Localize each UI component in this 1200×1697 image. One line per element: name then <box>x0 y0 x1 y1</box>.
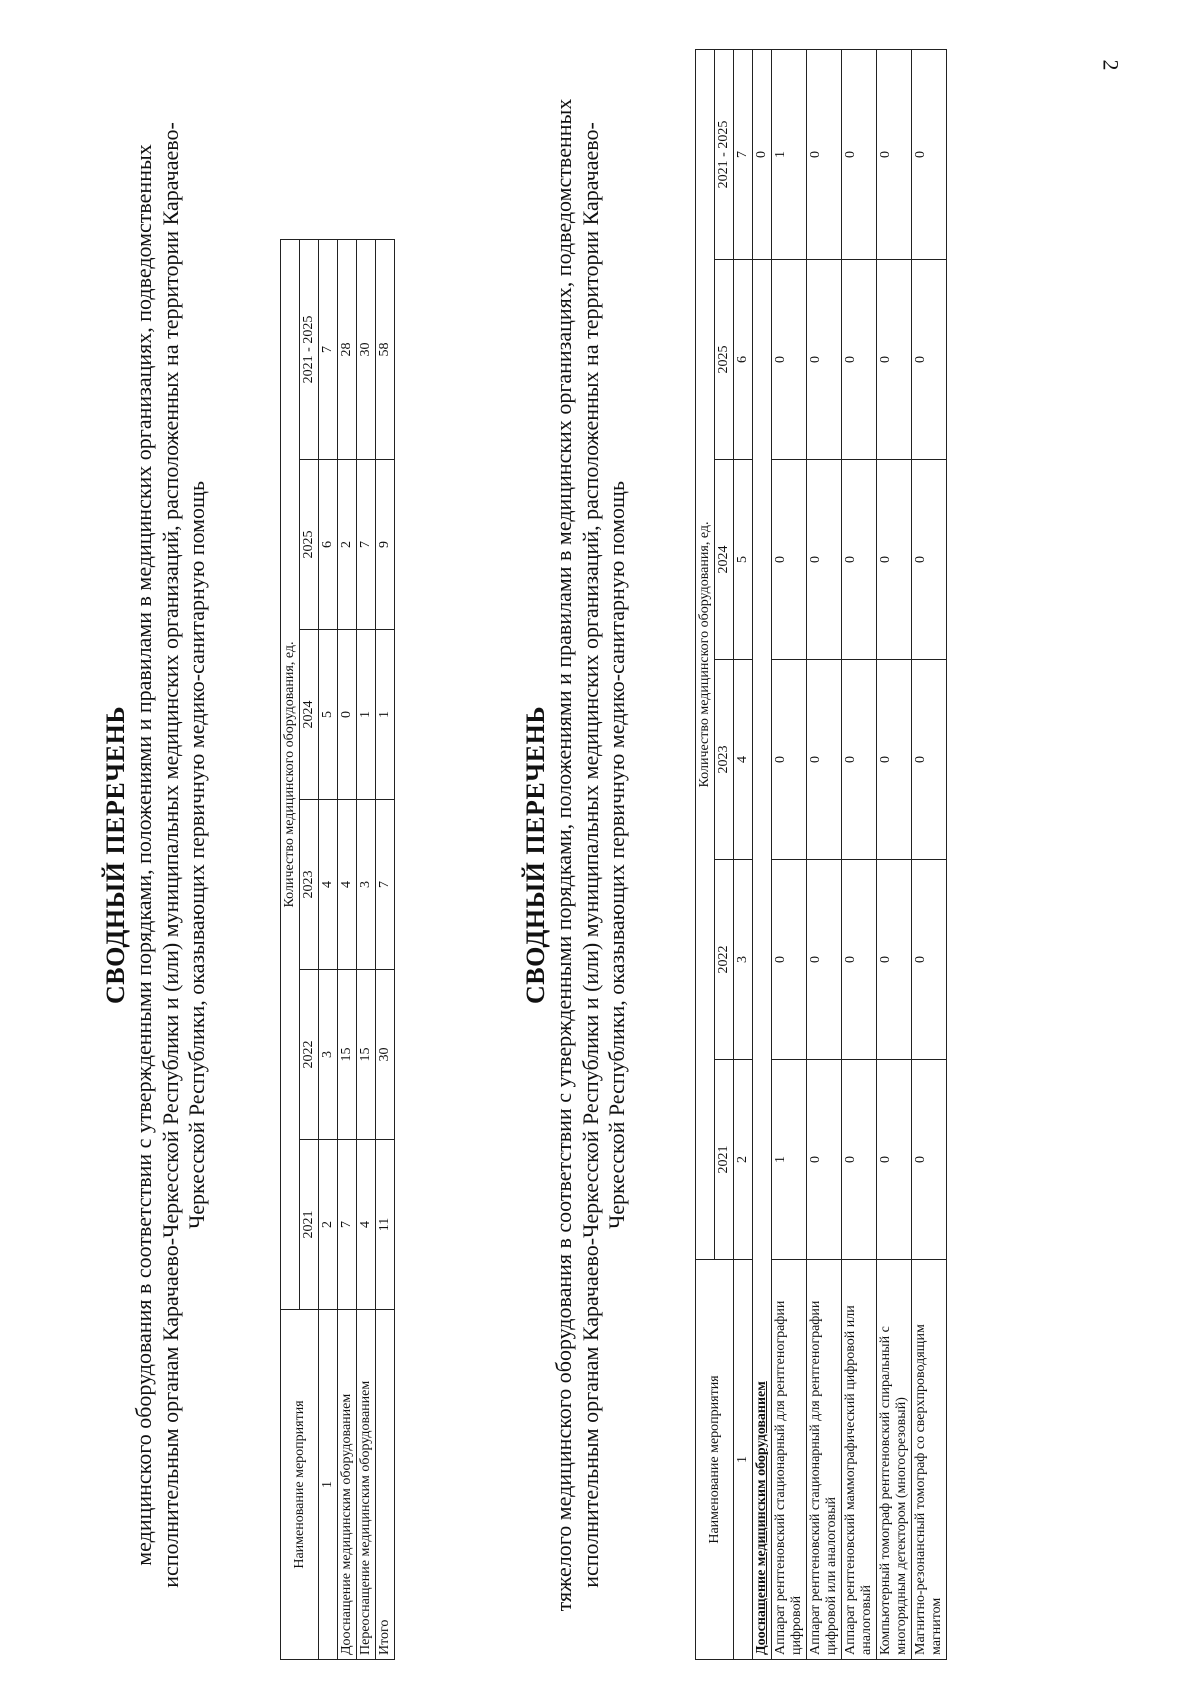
table-row <box>877 50 912 1660</box>
value-cell: 15 <box>338 970 357 1140</box>
index-cell: 5 <box>734 460 753 660</box>
index-cell: 4 <box>319 800 338 970</box>
value-cell: 0 <box>912 660 947 860</box>
index-cell: 1 <box>734 1260 753 1660</box>
year-header: 2021 - 2025 <box>300 240 319 460</box>
row-name: Итого <box>376 1310 395 1660</box>
table-row <box>357 240 376 1660</box>
index-cell: 2 <box>319 1140 338 1310</box>
row-name: Магнитно-резонансный томограф со сверхпроводящим магнитом <box>912 1260 947 1660</box>
year-header: 2023 <box>715 660 734 860</box>
year-header: 2025 <box>300 460 319 630</box>
value-cell: 4 <box>338 800 357 970</box>
value-cell: 30 <box>376 970 395 1140</box>
index-row <box>734 50 753 1660</box>
section1-subtitle: медицинского оборудования в соответствии с утвержденными порядками, положениями и правилами в медицинских организациях, подведомственных исполнительным органам Карачаево-Черкесской Республики и (или) муниципальных медицинских организаций, расположенных на территории Карачаево-Черкесской Республики, оказывающих первичную медико-санитарную помощь <box>131 122 209 1588</box>
value-cell: 0 <box>912 50 947 260</box>
value-cell: 0 <box>842 460 877 660</box>
rotated-page-content <box>80 50 1120 1660</box>
row-name: Переоснащение медицинским оборудованием <box>357 1310 376 1660</box>
value-cell: 0 <box>772 860 807 1060</box>
value-cell: 0 <box>877 860 912 1060</box>
row-name: Дооснащение медицинским оборудованием <box>338 1310 357 1660</box>
index-cell: 7 <box>319 240 338 460</box>
value-cell: 0 <box>772 660 807 860</box>
col-name-header: Наименование мероприятия <box>696 1260 734 1660</box>
col-name-header: Наименование мероприятия <box>281 1310 319 1660</box>
page-number: 2 <box>1098 59 1124 71</box>
index-cell: 3 <box>319 970 338 1140</box>
year-header: 2021 - 2025 <box>715 50 734 260</box>
value-cell: 0 <box>842 660 877 860</box>
value-cell: 0 <box>842 860 877 1060</box>
value-cell: 9 <box>376 460 395 630</box>
value-cell: 0 <box>338 630 357 800</box>
value-cell: 3 <box>357 800 376 970</box>
section-row <box>753 50 772 1660</box>
year-header: 2021 <box>715 1060 734 1260</box>
index-cell: 4 <box>734 660 753 860</box>
table-row <box>807 50 842 1660</box>
year-header: 2024 <box>715 460 734 660</box>
value-cell: 58 <box>376 240 395 460</box>
section2-heading <box>520 50 630 1660</box>
index-cell: 5 <box>319 630 338 800</box>
table-row <box>338 240 357 1660</box>
row-name: Компьютерный томограф рентгеновский спиральный с многорядным детектором (многосрезовый) <box>877 1260 912 1660</box>
col-group-header: Количество медицинского оборудования, ед. <box>696 50 715 1260</box>
value-cell: 1 <box>357 630 376 800</box>
index-cell: 6 <box>319 460 338 630</box>
table-row <box>842 50 877 1660</box>
heavy-equipment-table <box>695 49 947 1660</box>
value-cell: 0 <box>842 1060 877 1260</box>
value-cell: 0 <box>877 460 912 660</box>
section2-title: СВОДНЫЙ ПЕРЕЧЕНЬ <box>521 705 550 1005</box>
col-group-header: Количество медицинского оборудования, ед. <box>281 240 300 1310</box>
value-cell: 0 <box>912 1060 947 1260</box>
year-header: 2022 <box>300 970 319 1140</box>
year-header: 2023 <box>300 800 319 970</box>
year-header: 2021 <box>300 1140 319 1310</box>
year-header: 2025 <box>715 260 734 460</box>
value-cell: 0 <box>807 1060 842 1260</box>
value-cell: 2 <box>338 460 357 630</box>
value-cell: 11 <box>376 1140 395 1310</box>
value-cell: 0 <box>807 660 842 860</box>
index-cell: 3 <box>734 860 753 1060</box>
value-cell: 1 <box>772 50 807 260</box>
value-cell: 0 <box>807 50 842 260</box>
value-cell: 7 <box>338 1140 357 1310</box>
table-row <box>772 50 807 1660</box>
table-header-row <box>281 240 300 1660</box>
value-cell: 1 <box>772 1060 807 1260</box>
value-cell: 15 <box>357 970 376 1140</box>
row-name: Аппарат рентгеновский маммографический цифровой или аналоговый <box>842 1260 877 1660</box>
year-header: 2024 <box>300 630 319 800</box>
value-cell: 0 <box>877 1060 912 1260</box>
value-cell: 0 <box>842 260 877 460</box>
index-cell: 2 <box>734 1060 753 1260</box>
value-cell: 0 <box>772 260 807 460</box>
table-row <box>912 50 947 1660</box>
value-cell: 0 <box>912 260 947 460</box>
value-cell: 0 <box>912 460 947 660</box>
year-header: 2022 <box>715 860 734 1060</box>
value-cell: 0 <box>877 660 912 860</box>
value-cell: 28 <box>338 240 357 460</box>
value-cell: 7 <box>357 460 376 630</box>
value-cell: 1 <box>376 630 395 800</box>
section1-title: СВОДНЫЙ ПЕРЕЧЕНЬ <box>101 705 130 1005</box>
value-cell: 0 <box>807 860 842 1060</box>
value-cell: 0 <box>807 260 842 460</box>
row-name: Аппарат рентгеновский стационарный для рентгенографии цифровой <box>772 1260 807 1660</box>
summary-table <box>280 239 395 1660</box>
value-cell: 0 <box>912 860 947 1060</box>
index-cell: 6 <box>734 260 753 460</box>
value-cell: 0 <box>842 50 877 260</box>
table-header-row <box>696 50 715 1660</box>
value-cell: 7 <box>376 800 395 970</box>
value-cell: 0 <box>807 460 842 660</box>
section1-heading <box>100 50 210 1660</box>
index-cell: 7 <box>734 50 753 260</box>
value-cell: 0 <box>877 50 912 260</box>
index-row <box>319 240 338 1660</box>
section-row-name: Дооснащение медицинским оборудованием <box>753 260 772 1660</box>
value-cell: 0 <box>877 260 912 460</box>
value-cell: 0 <box>772 460 807 660</box>
row-name: Аппарат рентгеновский стационарный для рентгенографии цифровой или аналоговый <box>807 1260 842 1660</box>
index-cell: 1 <box>319 1310 338 1660</box>
table-row <box>376 240 395 1660</box>
section2-subtitle: тяжелого медицинского оборудования в соответствии с утвержденными порядками, положениями и правилами в медицинских организациях, подведомственных исполнительным органам Карачаево-Черкесской Республики и (или) муниципальных медицинских организаций, расположенных на территории Карачаево-Черкесской Республики, оказывающих первичную медико-санитарную помощь <box>551 98 629 1612</box>
value-cell: 4 <box>357 1140 376 1310</box>
value-cell: 30 <box>357 240 376 460</box>
section-row-total: 0 <box>753 50 772 260</box>
